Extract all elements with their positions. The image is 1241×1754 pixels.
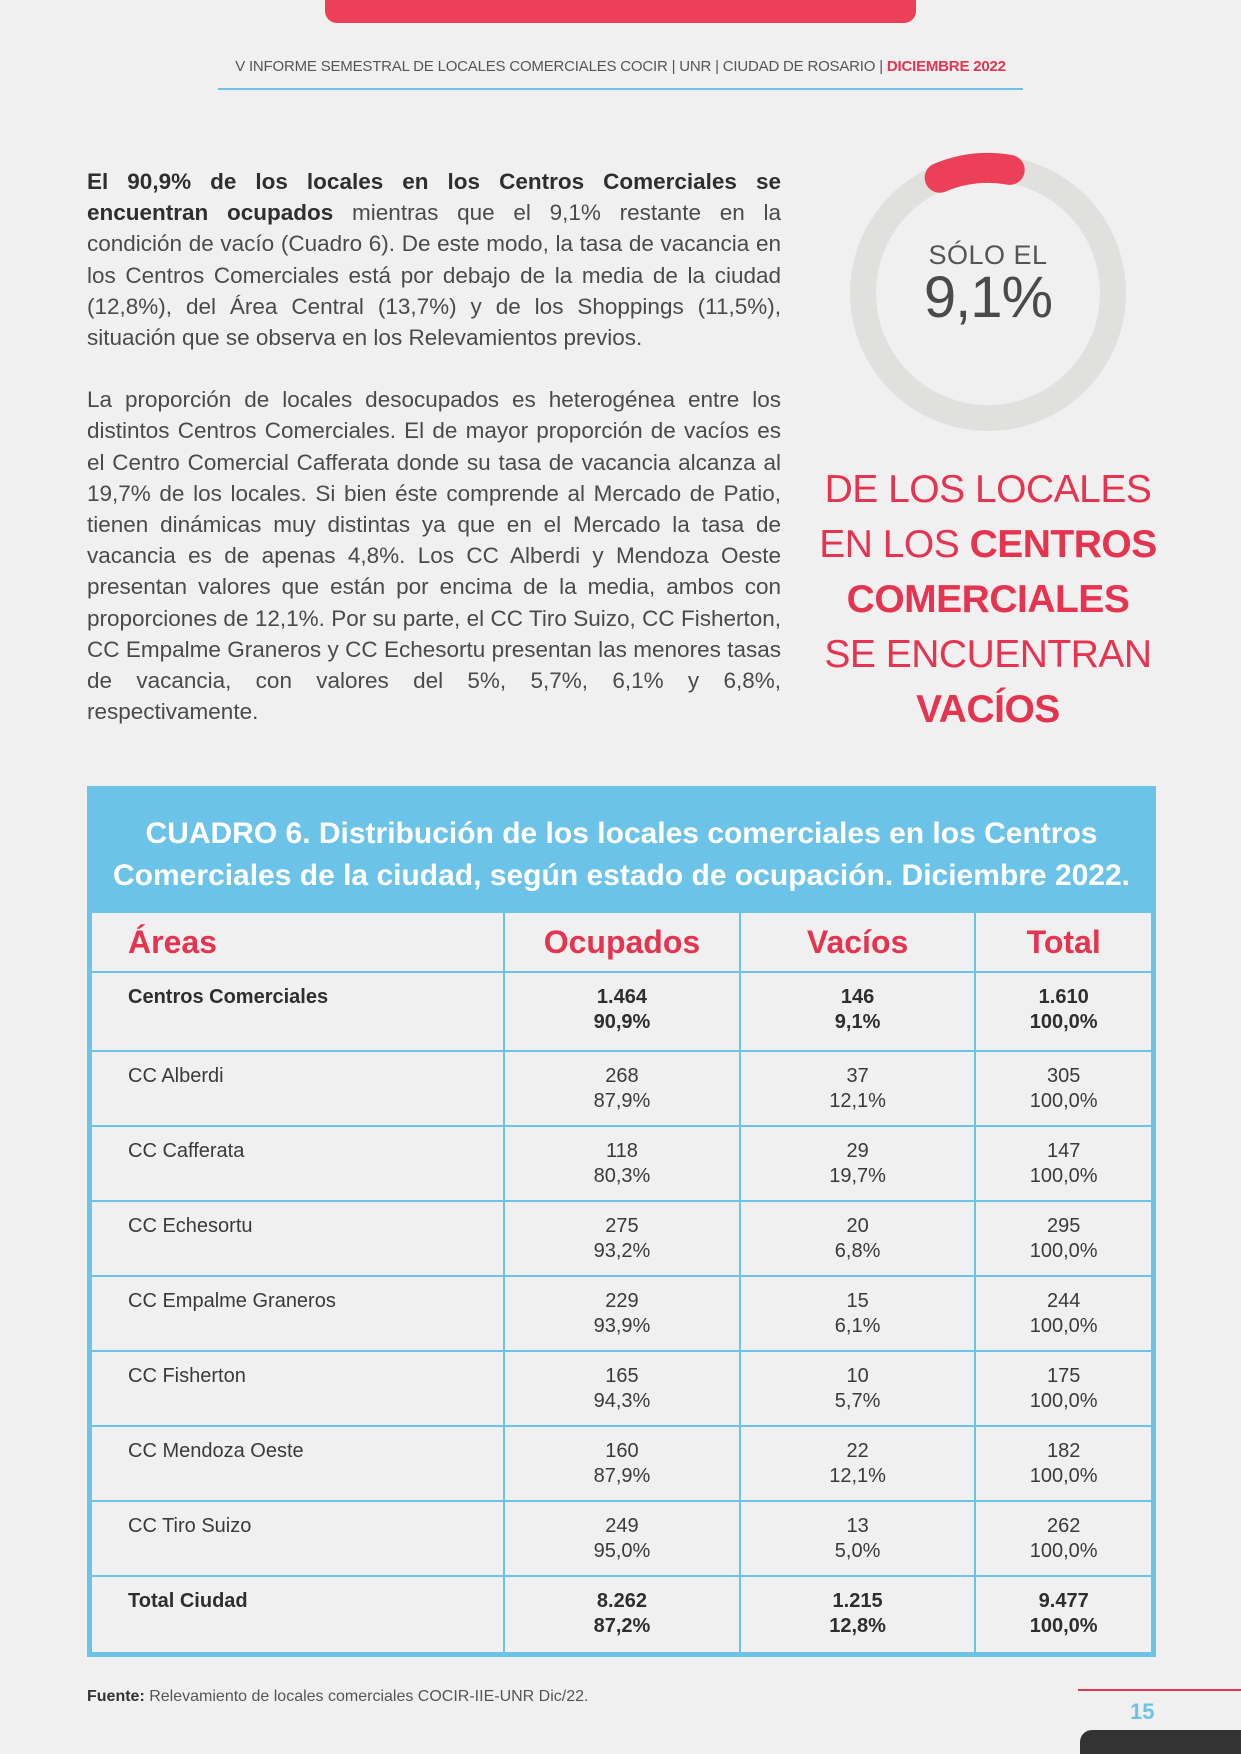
- table-row: [91, 1276, 1152, 1351]
- ocupados-pct: 93,2%: [593, 1240, 651, 1262]
- cell-ocupados: [504, 972, 740, 1051]
- table-row: [91, 1576, 1152, 1653]
- area-name: CC Fisherton: [128, 1365, 246, 1387]
- area-name: CC Cafferata: [128, 1140, 245, 1162]
- total-count: 305: [1046, 1065, 1081, 1087]
- header-vacios: Vacíos: [740, 912, 976, 972]
- donut-label: [845, 240, 1131, 330]
- vacios-pct: 19,7%: [829, 1165, 886, 1187]
- total-count: 244: [1046, 1290, 1081, 1312]
- cell-total: [975, 1051, 1152, 1126]
- area-name: Total Ciudad: [128, 1590, 248, 1612]
- vacios-pct: 6,1%: [834, 1315, 881, 1337]
- cell-area: [91, 972, 504, 1051]
- cell-vacios: [740, 1051, 976, 1126]
- intro-paragraph-1-rest: mientras que el 9,1% restante en la condición de vacío (Cuadro 6). De este modo, la tasa de vacancia en los Centros Comerciales está por debajo de la media de la ciudad (12,8%), del Área Central (13,7%) y de los Shoppings (11,5%), situación que se observa en los Relevamientos previos.: [87, 200, 781, 351]
- bottom-decorative-tab: [1080, 1730, 1241, 1754]
- header-areas: Áreas: [91, 912, 504, 972]
- table-header-row: [91, 912, 1152, 972]
- ocupados-pct: 93,9%: [593, 1315, 651, 1337]
- table-row: [91, 1351, 1152, 1426]
- callout-line-2: [805, 517, 1171, 572]
- running-header-text: V INFORME SEMESTRAL DE LOCALES COMERCIALES COCIR | UNR | CIUDAD DE ROSARIO |: [235, 58, 887, 75]
- cell-ocupados: [504, 1201, 740, 1276]
- cell-total: [975, 1501, 1152, 1576]
- total-pct: 100,0%: [1029, 1011, 1098, 1033]
- source-label: Fuente:: [87, 1688, 145, 1705]
- cell-area: [91, 1126, 504, 1201]
- running-header-date: DICIEMBRE 2022: [886, 58, 1006, 75]
- ocupados-pct: 90,9%: [593, 1011, 651, 1033]
- table-row: [91, 1126, 1152, 1201]
- vacios-count: 146: [840, 986, 875, 1008]
- total-pct: 100,0%: [1029, 1240, 1098, 1262]
- ocupados-count: 275: [605, 1215, 639, 1237]
- cell-total: [975, 1201, 1152, 1276]
- table-row: [91, 1201, 1152, 1276]
- vacios-count: 1.215: [832, 1590, 883, 1612]
- ocupados-pct: 87,9%: [593, 1465, 651, 1487]
- table-row: [91, 1426, 1152, 1501]
- total-pct: 100,0%: [1029, 1090, 1098, 1112]
- total-count: 175: [1046, 1365, 1081, 1387]
- cell-total: [975, 972, 1152, 1051]
- vacios-count: 29: [846, 1140, 869, 1162]
- total-pct: 100,0%: [1029, 1390, 1098, 1412]
- cell-ocupados: [504, 1501, 740, 1576]
- cell-vacios: [740, 1126, 976, 1201]
- callout-line-3-text: COMERCIALES: [846, 578, 1130, 621]
- callout-line-4: SE ENCUENTRAN: [824, 633, 1152, 676]
- total-count: 1.610: [1038, 986, 1089, 1008]
- cell-area: [91, 1576, 504, 1653]
- area-name: CC Echesortu: [128, 1215, 253, 1237]
- cell-vacios: [740, 972, 976, 1051]
- table-row: [91, 1051, 1152, 1126]
- ocupados-count: 118: [606, 1140, 638, 1162]
- total-count: 9.477: [1038, 1590, 1089, 1612]
- donut-label-value: 9,1%: [923, 265, 1053, 330]
- callout-line-5-text: VACÍOS: [916, 688, 1060, 731]
- cell-vacios: [740, 1426, 976, 1501]
- ocupados-count: 268: [605, 1065, 639, 1087]
- cell-area: [91, 1201, 504, 1276]
- cell-area: [91, 1276, 504, 1351]
- table-row: [91, 1501, 1152, 1576]
- cell-total: [975, 1276, 1152, 1351]
- cell-area: [91, 1426, 504, 1501]
- top-decorative-tab: [325, 0, 916, 23]
- cell-vacios: [740, 1351, 976, 1426]
- vacios-count: 15: [846, 1290, 869, 1312]
- vacios-pct: 12,8%: [829, 1615, 886, 1637]
- vacios-pct: 9,1%: [834, 1011, 881, 1033]
- vacios-pct: 5,0%: [834, 1540, 881, 1562]
- callout-line-3: [805, 572, 1171, 627]
- total-count: 182: [1046, 1440, 1081, 1462]
- vacios-count: 10: [846, 1365, 869, 1387]
- intro-paragraph-2: La proporción de locales desocupados es heterogénea entre los distintos Centros Comerciales. El de mayor proporción de vacíos es el Centro Comercial Cafferata donde su tasa de vacancia alcanza al 19,7% de los locales. Si bien éste comprende al Mercado de Patio, tienen dinámicas muy distintas ya que en el Mercado la tasa de vacancia es de apenas 4,8%. Los CC Alberdi y Mendoza Oeste presentan valores que están por encima de la media, ambos con proporciones de 12,1%. Por su parte, el CC Tiro Suizo, CC Fisherton, CC Empalme Graneros y CC Echesortu presentan las menores tasas de vacancia, con valores del 5%, 5,7%, 6,1% y 6,8%, respectivamente.: [87, 387, 781, 725]
- ocupados-pct: 95,0%: [593, 1540, 651, 1562]
- cell-ocupados: [504, 1576, 740, 1653]
- header-total: Total: [975, 912, 1152, 972]
- header-ocupados: Ocupados: [504, 912, 740, 972]
- donut-label-small: SÓLO EL: [928, 240, 1048, 270]
- ocupados-count: 1.464: [596, 986, 647, 1008]
- total-count: 295: [1046, 1215, 1081, 1237]
- cell-ocupados: [504, 1126, 740, 1201]
- ocupados-count: 160: [605, 1440, 639, 1462]
- total-count: 147: [1046, 1140, 1081, 1162]
- cell-ocupados: [504, 1051, 740, 1126]
- cell-area: [91, 1051, 504, 1126]
- vacios-pct: 12,1%: [829, 1090, 886, 1112]
- cell-total: [975, 1576, 1152, 1653]
- intro-highlight: El 90,9% de los locales en los Centros Comerciales se encuentran ocupados: [87, 169, 781, 226]
- ocupados-pct: 94,3%: [593, 1390, 651, 1412]
- callout-text: [805, 462, 1171, 737]
- vacios-pct: 6,8%: [834, 1240, 881, 1262]
- total-pct: 100,0%: [1029, 1540, 1098, 1562]
- intro-text: [87, 166, 781, 758]
- intro-paragraph-1: [87, 166, 781, 353]
- callout-line-2b: CENTROS: [969, 523, 1157, 566]
- page-number: 15: [1130, 1699, 1155, 1724]
- donut-arc: [940, 168, 1010, 178]
- table-row: [91, 972, 1152, 1051]
- cuadro-6: [87, 786, 1156, 1657]
- total-count: 262: [1046, 1515, 1081, 1537]
- vacios-count: 13: [846, 1515, 869, 1537]
- area-name: CC Tiro Suizo: [128, 1515, 252, 1537]
- vacios-count: 37: [846, 1065, 869, 1087]
- cell-vacios: [740, 1501, 976, 1576]
- cell-total: [975, 1426, 1152, 1501]
- cell-area: [91, 1501, 504, 1576]
- cell-ocupados: [504, 1276, 740, 1351]
- vacios-count: 20: [846, 1215, 869, 1237]
- area-name: CC Empalme Graneros: [128, 1290, 336, 1312]
- ocupados-count: 165: [605, 1365, 639, 1387]
- cell-area: [91, 1351, 504, 1426]
- total-pct: 100,0%: [1029, 1315, 1098, 1337]
- callout-line-2a: EN LOS: [819, 523, 970, 566]
- cell-total: [975, 1351, 1152, 1426]
- callout-line-5: [805, 682, 1171, 737]
- area-name: CC Mendoza Oeste: [128, 1440, 304, 1462]
- page-number-rule: [1078, 1689, 1241, 1691]
- total-pct: 100,0%: [1029, 1465, 1098, 1487]
- cell-ocupados: [504, 1351, 740, 1426]
- cell-vacios: [740, 1276, 976, 1351]
- callout-line-1: DE LOS LOCALES: [824, 468, 1152, 511]
- vacios-count: 22: [846, 1440, 869, 1462]
- running-header: [218, 56, 1023, 90]
- source-note: [87, 1688, 588, 1706]
- ocupados-pct: 87,9%: [593, 1090, 651, 1112]
- total-pct: 100,0%: [1029, 1165, 1098, 1187]
- cell-total: [975, 1126, 1152, 1201]
- cell-ocupados: [504, 1426, 740, 1501]
- vacios-pct: 5,7%: [834, 1390, 881, 1412]
- ocupados-count: 249: [605, 1515, 639, 1537]
- area-name: CC Alberdi: [128, 1065, 224, 1087]
- ocupados-count: 8.262: [596, 1590, 647, 1612]
- ocupados-count: 229: [605, 1290, 639, 1312]
- source-text: Relevamiento de locales comerciales COCIR-IIE-UNR Dic/22.: [144, 1688, 589, 1705]
- occupancy-table: [90, 911, 1153, 1654]
- ocupados-pct: 87,2%: [593, 1615, 651, 1637]
- vacios-pct: 12,1%: [829, 1465, 886, 1487]
- cell-vacios: [740, 1201, 976, 1276]
- ocupados-pct: 80,3%: [593, 1165, 651, 1187]
- total-pct: 100,0%: [1029, 1615, 1098, 1637]
- cell-vacios: [740, 1576, 976, 1653]
- area-name: Centros Comerciales: [128, 986, 329, 1008]
- table-title: CUADRO 6. Distribución de los locales comerciales en los Centros Comerciales de la ciudad, según estado de ocupación. Diciembre 2022.: [90, 789, 1153, 911]
